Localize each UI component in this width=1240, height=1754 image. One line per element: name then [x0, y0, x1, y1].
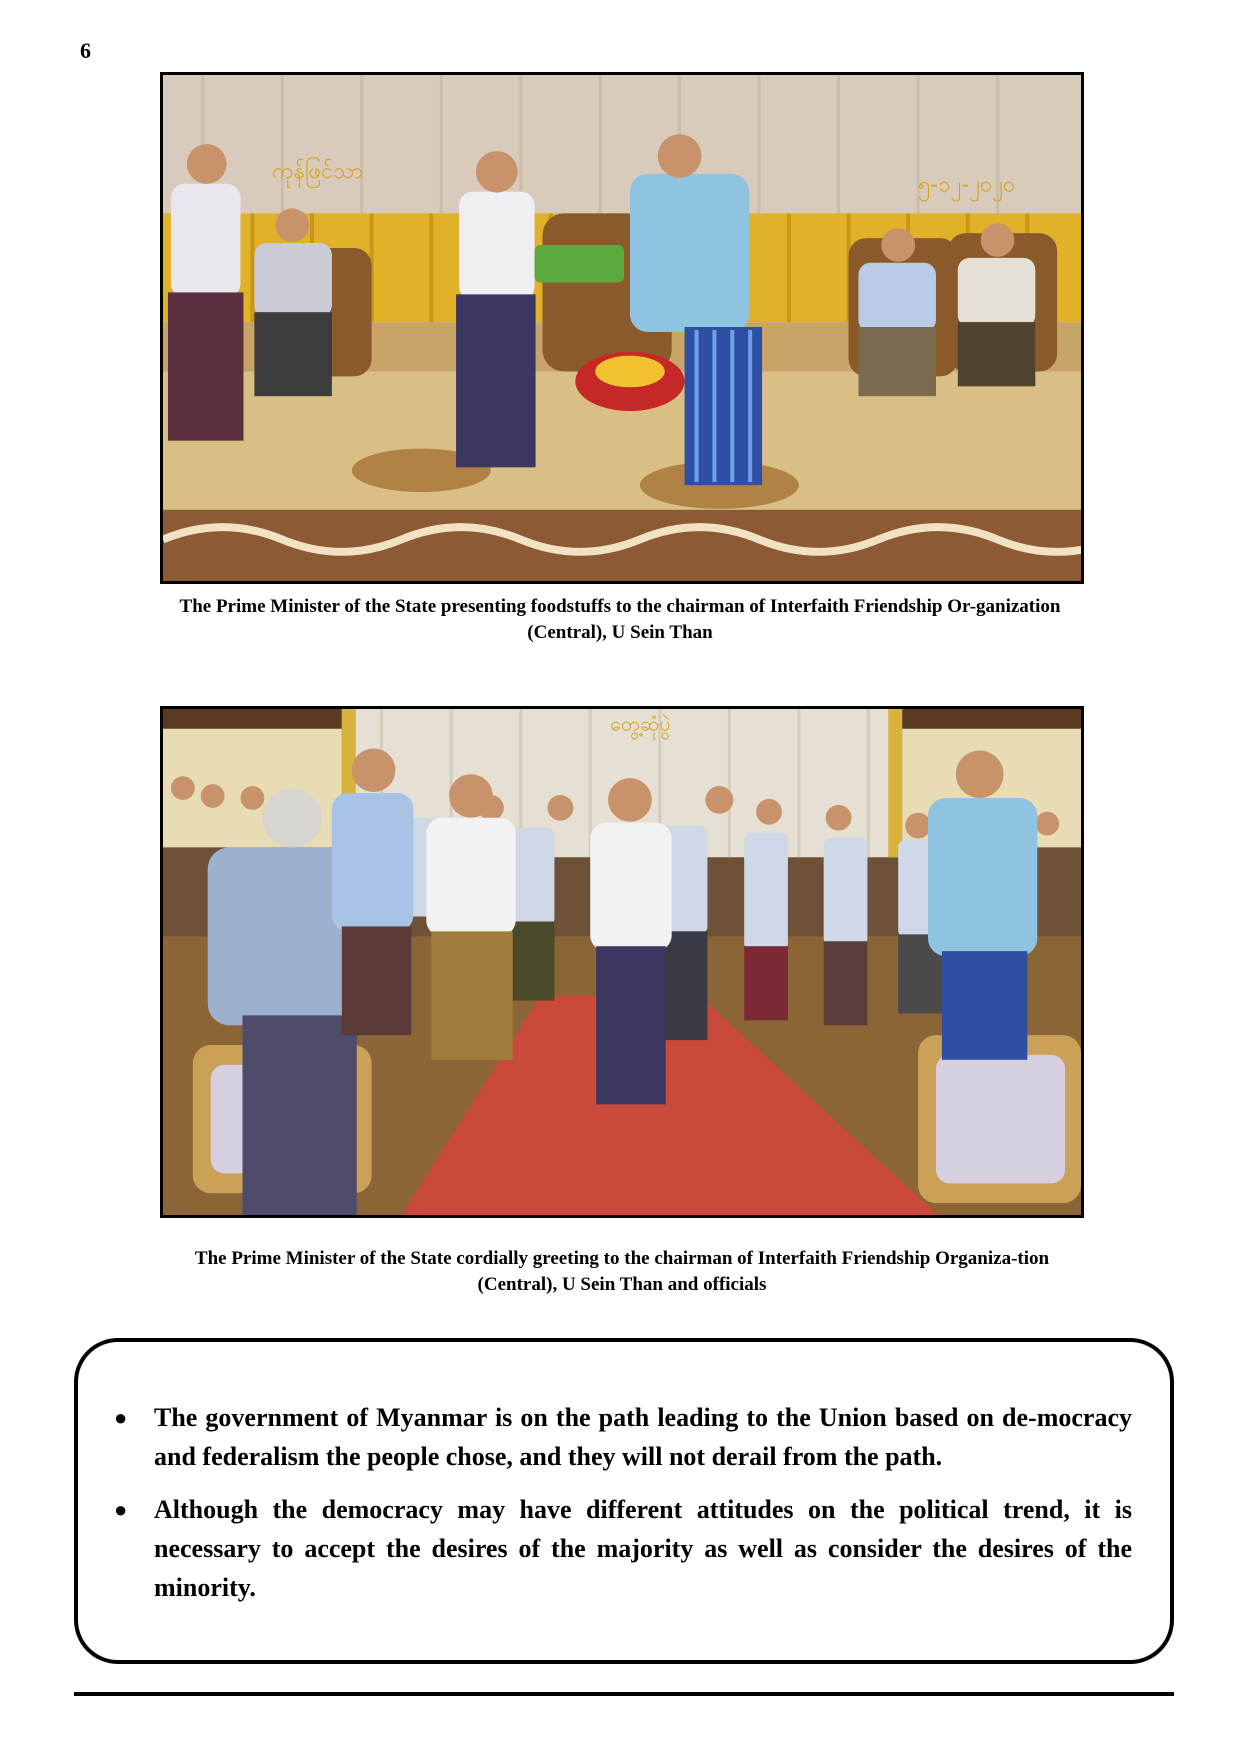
highlight-item — [98, 1398, 1132, 1476]
banner-text-left: ကုန်ဖြင်သာ — [272, 158, 364, 184]
highlight-text: The government of Myanmar is on the path leading to the Union based on de-mocracy and federalism the people chose, and they will not derail from the path. — [154, 1403, 1132, 1471]
photo-caption-1: The Prime Minister of the State presenting foodstuffs to the chairman of Interfaith Friendship Or-ganization (Central), U Sein Than — [179, 596, 1061, 643]
banner-text-right: ၅-၁၂-၂၀၂၀ — [918, 172, 1016, 198]
bullet-icon: ● — [114, 1497, 128, 1522]
highlight-item — [98, 1490, 1132, 1607]
highlights-list — [98, 1398, 1132, 1621]
photo-cordial-greeting — [160, 706, 1084, 1218]
photo-presenting-foodstuffs — [160, 72, 1084, 584]
banner-text-center: တွေ့ဆုံပွဲ — [610, 712, 671, 736]
highlight-text: Although the democracy may have different attitudes on the political trend, it is necessary to accept the desires of the majority as well as consider the desires of the minority. — [154, 1495, 1132, 1602]
bullet-icon: ● — [114, 1405, 128, 1430]
highlights-box — [74, 1338, 1174, 1664]
page-number: 6 — [80, 38, 91, 63]
footer-rule — [74, 1692, 1174, 1696]
photo-caption-2: The Prime Minister of the State cordially greeting to the chairman of Interfaith Friendship Organiza-tion (Central), U Sein Than and officials — [194, 1248, 1050, 1295]
